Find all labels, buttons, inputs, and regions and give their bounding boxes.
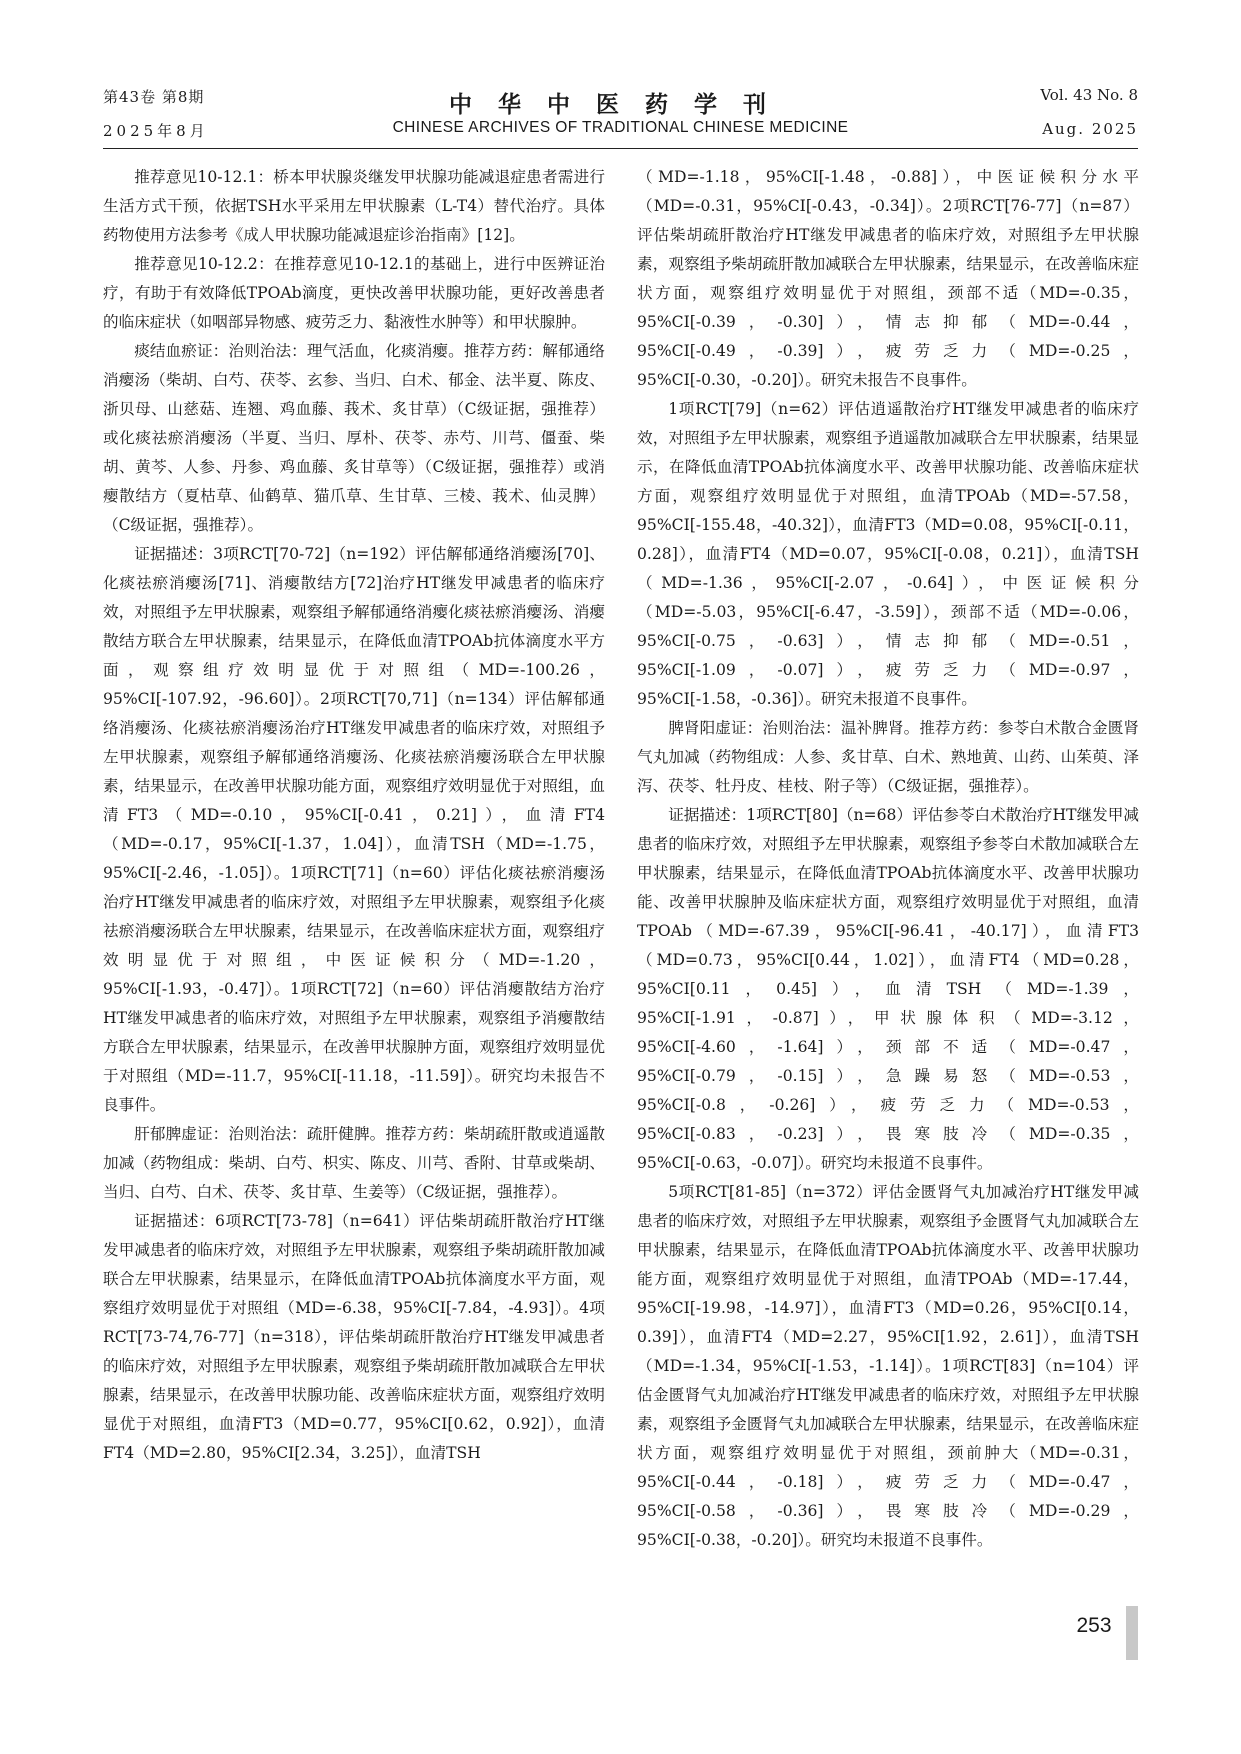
paragraph: 痰结血瘀证：治则治法：理气活血，化痰消瘿。推荐方药：解郁通络消瘿汤（柴胡、白芍、茯苓、玄参、当归、白术、郁金、法半夏、陈皮、浙贝母、山慈菇、连翘、鸡血藤、莪术、炙甘草）（C级证据，强推荐）或化痰祛瘀消瘿汤（半夏、当归、厚朴、茯苓、赤芍、川芎、僵蚕、柴胡、黄芩、人参、丹参、鸡血藤、炙甘草等）（C级证据，强推荐）或消瘿散结方（夏枯草、仙鹤草、猫爪草、生甘草、三棱、莪术、仙灵脾）（C级证据，强推荐）。 — [103, 342, 605, 534]
paragraph: （MD=-1.18，95%CI[-1.48，-0.88]），中医证候积分水平（MD=-0.31，95%CI[-0.43，-0.34]）。2项RCT[76-77]（n=87）评估柴胡疏肝散治疗HT继发甲减患者的临床疗效，对照组予左甲状腺素，观察组予柴胡疏肝散加减联合左甲状腺素，结果显示，在改善临床症状方面，观察组疗效明显优于对照组，颈部不适（MD=-0.35，95%CI[-0.39，-0.30]），情志抑郁（MD=-0.44，95%CI[-0.49，-0.39]），疲劳乏力（MD=-0.25，95%CI[-0.30，-0.20]）。研究未报告不良事件。 — [637, 168, 1139, 389]
paragraph: 1项RCT[79]（n=62）评估逍遥散治疗HT继发甲减患者的临床疗效，对照组予左甲状腺素，观察组予逍遥散加减联合左甲状腺素，结果显示，在降低血清TPOAb抗体滴度水平、改善甲状腺功能、改善临床症状方面，观察组疗效明显优于对照组，血清TPOAb（MD=-57.58，95%CI[-155.48，-40.32]），血清FT3（MD=0.08，95%CI[-0.11，0.28]），血清FT4（MD=0.07，95%CI[-0.08，0.21]），血清TSH（MD=-1.36，95%CI[-2.07，-0.64]），中医证候积分（MD=-5.03，95%CI[-6.47，-3.59]），颈部不适（MD=-0.06，95%CI[-0.75，-0.63]），情志抑郁（MD=-0.51，95%CI[-1.09，-0.07]），疲劳乏力（MD=-0.97，95%CI[-1.58，-0.36]）。研究未报道不良事件。 — [637, 400, 1139, 708]
paragraph: 肝郁脾虚证：治则治法：疏肝健脾。推荐方药：柴胡疏肝散或逍遥散加减（药物组成：柴胡、白芍、枳实、陈皮、川芎、香附、甘草或柴胡、当归、白芍、白术、茯苓、炙甘草、生姜等）（C级证据，强推荐）。 — [103, 1125, 605, 1201]
page-header — [103, 82, 1138, 150]
left-column — [103, 163, 605, 1468]
paragraph: 脾肾阳虚证：治则治法：温补脾肾。推荐方药：参苓白术散合金匮肾气丸加减（药物组成：人参、炙甘草、白术、熟地黄、山药、山茱萸、泽泻、茯苓、牡丹皮、桂枝、附子等）（C级证据，强推荐）。 — [637, 719, 1139, 795]
date-cn: 2025年8月 — [103, 122, 209, 140]
page-number-bar — [1126, 1606, 1138, 1660]
volume-issue-cn: 第43卷 第8期 — [103, 88, 205, 106]
journal-title-en: CHINESE ARCHIVES OF TRADITIONAL CHINESE MEDICINE — [392, 119, 849, 136]
page-number: 253 — [1076, 1614, 1112, 1637]
paragraph: 5项RCT[81-85]（n=372）评估金匮肾气丸加减治疗HT继发甲减患者的临床疗效，对照组予左甲状腺素，观察组予金匮肾气丸加减联合左甲状腺素，结果显示，在降低血清TPOAb抗体滴度水平、改善甲状腺功能方面，观察组疗效明显优于对照组，血清TPOAb（MD=-17.44，95%CI[-19.98，-14.97]），血清FT3（MD=0.26，95%CI[0.14，0.39]），血清FT4（MD=2.27，95%CI[1.92，2.61]），血清TSH（MD=-1.34，95%CI[-1.53，-1.14]）。1项RCT[83]（n=104）评估金匮肾气丸加减治疗HT继发甲减患者的临床疗效，对照组予左甲状腺素，观察组予金匮肾气丸加减联合左甲状腺素，结果显示，在改善临床症状方面，观察组疗效明显优于对照组，颈前肿大（MD=-0.31，95%CI[-0.44，-0.18]），疲劳乏力（MD=-0.47，95%CI[-0.58，-0.36]），畏寒肢冷（MD=-0.29，95%CI[-0.38，-0.20]）。研究均未报道不良事件。 — [637, 1183, 1139, 1549]
paragraph: 推荐意见10-12.1：桥本甲状腺炎继发甲状腺功能减退症患者需进行生活方式干预，依据TSH水平采用左甲状腺素（L-T4）替代治疗。具体药物使用方法参考《成人甲状腺功能减退症诊治指南》[12]。 — [103, 168, 605, 244]
journal-title-cn: 中华中医药学刊 — [449, 91, 792, 118]
date-en: Aug. 2025 — [1042, 120, 1138, 138]
volume-issue-en: Vol. 43 No. 8 — [1040, 86, 1138, 104]
paragraph: 证据描述：3项RCT[70-72]（n=192）评估解郁通络消瘿汤[70]、化痰祛瘀消瘿汤[71]、消瘿散结方[72]治疗HT继发甲减患者的临床疗效，对照组予左甲状腺素，观察组予解郁通络消瘿化痰祛瘀消瘿汤、消瘿散结方联合左甲状腺素，结果显示，在降低血清TPOAb抗体滴度水平方面，观察组疗效明显优于对照组（MD=-100.26，95%CI[-107.92，-96.60]）。2项RCT[70,71]（n=134）评估解郁通络消瘿汤、化痰祛瘀消瘿汤治疗HT继发甲减患者的临床疗效，对照组予左甲状腺素，观察组予解郁通络消瘿汤、化痰祛瘀消瘿汤联合左甲状腺素，结果显示，在改善甲状腺功能方面，观察组疗效明显优于对照组，血清FT3（MD=-0.10，95%CI[-0.41，0.21]），血清FT4（MD=-0.17，95%CI[-1.37，1.04]），血清TSH（MD=-1.75，95%CI[-2.46，-1.05]）。1项RCT[71]（n=60）评估化痰祛瘀消瘿汤治疗HT继发甲减患者的临床疗效，对照组予左甲状腺素，观察组予化痰祛瘀消瘿汤联合左甲状腺素，结果显示，在改善临床症状方面，观察组疗效明显优于对照组，中医证候积分（MD=-1.20，95%CI[-1.93，-0.47]）。1项RCT[72]（n=60）评估消瘿散结方治疗HT继发甲减患者的临床疗效，对照组予左甲状腺素，观察组予消瘿散结方联合左甲状腺素，结果显示，在改善甲状腺肿方面，观察组疗效明显优于对照组（MD=-11.7，95%CI[-11.18，-11.59]）。研究均未报告不良事件。 — [103, 545, 605, 1114]
paragraph: 证据描述：6项RCT[73-78]（n=641）评估柴胡疏肝散治疗HT继发甲减患者的临床疗效，对照组予左甲状腺素，观察组予柴胡疏肝散加减联合左甲状腺素，结果显示，在降低血清TPOAb抗体滴度水平方面，观察组疗效明显优于对照组（MD=-6.38，95%CI[-7.84，-4.93]）。4项RCT[73-74,76-77]（n=318），评估柴胡疏肝散治疗HT继发甲减患者的临床疗效，对照组予左甲状腺素，观察组予柴胡疏肝散加减联合左甲状腺素，结果显示，在改善甲状腺功能、改善临床症状方面，观察组疗效明显优于对照组，血清FT3（MD=0.77，95%CI[0.62，0.92]），血清FT4（MD=2.80，95%CI[2.34，3.25]），血清TSH — [103, 1212, 605, 1462]
paragraph: 推荐意见10-12.2：在推荐意见10-12.1的基础上，进行中医辨证治疗，有助于有效降低TPOAb滴度，更快改善甲状腺功能，更好改善患者的临床症状（如咽部异物感、疲劳乏力、黏液性水肿等）和甲状腺肿。 — [103, 255, 605, 331]
paragraph: 证据描述：1项RCT[80]（n=68）评估参苓白术散治疗HT继发甲减患者的临床疗效，对照组予左甲状腺素，观察组予参苓白术散加减联合左甲状腺素，结果显示，在降低血清TPOAb抗体滴度水平、改善甲状腺功能、改善甲状腺肿及临床症状方面，观察组疗效明显优于对照组，血清TPOAb（MD=-67.39，95%CI[-96.41，-40.17]），血清FT3（MD=0.73，95%CI[0.44，1.02]），血清FT4（MD=0.28，95%CI[0.11，0.45]），血清TSH（MD=-1.39，95%CI[-1.91，-0.87]），甲状腺体积（MD=-3.12，95%CI[-4.60，-1.64]），颈部不适（MD=-0.47，95%CI[-0.79，-0.15]），急躁易怒（MD=-0.53，95%CI[-0.8，-0.26]），疲劳乏力（MD=-0.53，95%CI[-0.83，-0.23]），畏寒肢冷（MD=-0.35，95%CI[-0.63，-0.07]）。研究均未报道不良事件。 — [637, 806, 1139, 1172]
header-rule — [103, 148, 1138, 149]
right-column — [637, 163, 1139, 1555]
